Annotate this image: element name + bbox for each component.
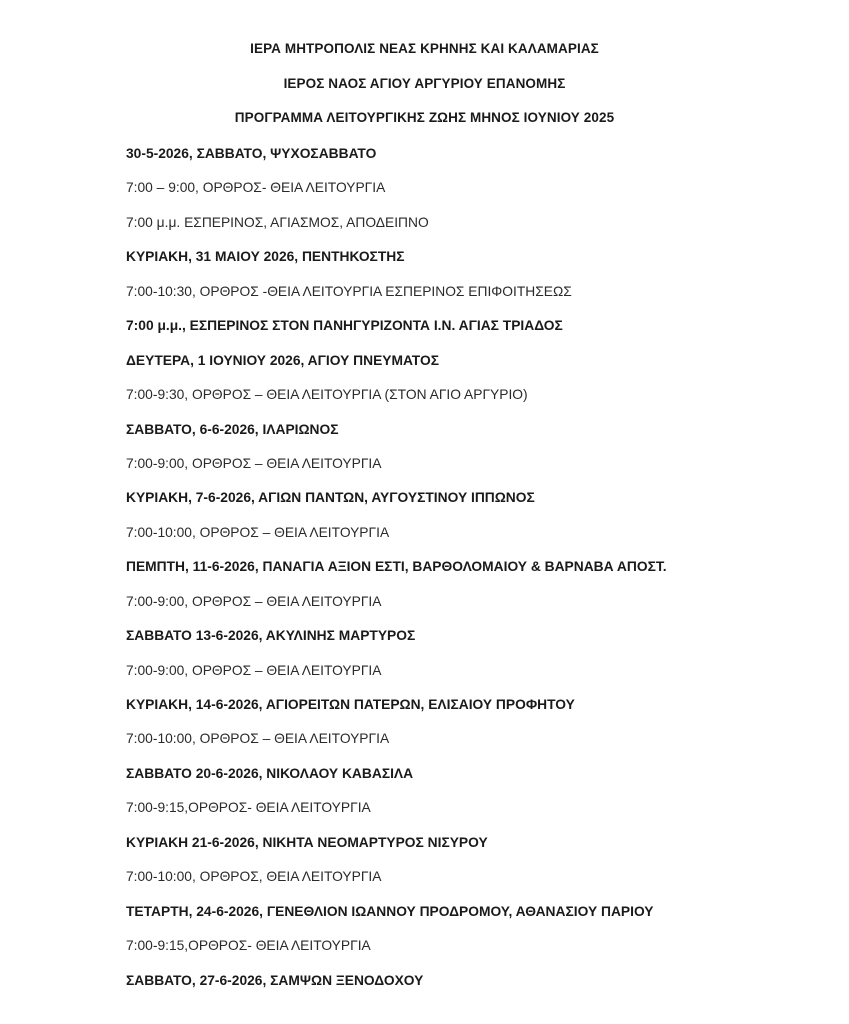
- schedule-service-line: 7:00-9:30, ΟΡΘΡΟΣ – ΘΕΙΑ ΛΕΙΤΟΥΡΓΙΑ (ΣΤΟΝ ΑΓΙΟ ΑΡΓΥΡΙΟ): [126, 387, 528, 403]
- schedule-day-heading: ΚΥΡΙΑΚΗ, 7-6-2026, ΑΓΙΩΝ ΠΑΝΤΩΝ, ΑΥΓΟΥΣΤΙΝΟΥ ΙΠΠΩΝΟΣ: [126, 490, 535, 506]
- program-title: ΠΡΟΓΡΑΜΜΑ ΛΕΙΤΟΥΡΓΙΚΗΣ ΖΩΗΣ ΜΗΝΟΣ ΙΟΥΝΙΟΥ 2025: [234, 110, 615, 125]
- schedule-day-heading: 7:00 μ.μ., ΕΣΠΕΡΙΝΟΣ ΣΤΟΝ ΠΑΝΗΓΥΡΙΖΟΝΤΑ Ι.Ν. ΑΓΙΑΣ ΤΡΙΑΔΟΣ: [126, 318, 563, 334]
- schedule-day-heading: ΣΑΒΒΑΤΟ, 6-6-2026, ΙΛΑΡΙΩΝΟΣ: [126, 421, 339, 437]
- schedule-day-heading: ΤΕΤΑΡΤΗ, 24-6-2026, ΓΕΝΕΘΛΙΟΝ ΙΩΑΝΝΟΥ ΠΡΟΔΡΟΜΟΥ, ΑΘΑΝΑΣΙΟΥ ΠΑΡΙΟΥ: [126, 903, 654, 919]
- church-title: ΙΕΡΟΣ ΝΑΟΣ ΑΓΙΟΥ ΑΡΓΥΡΙΟΥ ΕΠΑΝΟΜΗΣ: [283, 76, 566, 91]
- schedule-service-line: 7:00-10:30, ΟΡΘΡΟΣ -ΘΕΙΑ ΛΕΙΤΟΥΡΓΙΑ ΕΣΠΕΡΙΝΟΣ ΕΠΙΦΟΙΤΗΣΕΩΣ: [126, 283, 572, 299]
- schedule-day-heading: ΣΑΒΒΑΤΟ, 27-6-2026, ΣΑΜΨΩΝ ΞΕΝΟΔΟΧΟΥ: [126, 972, 424, 988]
- schedule-service-line: 7:00-10:00, ΟΡΘΡΟΣ – ΘΕΙΑ ΛΕΙΤΟΥΡΓΙΑ: [126, 731, 390, 747]
- schedule-service-line: 7:00 μ.μ. ΕΣΠΕΡΙΝΟΣ, ΑΓΙΑΣΜΟΣ, ΑΠΟΔΕΙΠΝΟ: [126, 214, 429, 230]
- schedule-day-heading: ΚΥΡΙΑΚΗ 21-6-2026, ΝΙΚΗΤΑ ΝΕΟΜΑΡΤΥΡΟΣ ΝΙΣΥΡΟΥ: [126, 834, 488, 850]
- schedule-day-heading: 30-5-2026, ΣΑΒΒΑΤΟ, ΨΥΧΟΣΑΒΒΑΤΟ: [126, 146, 377, 161]
- schedule-day-heading: ΣΑΒΒΑΤΟ 13-6-2026, ΑΚΥΛΙΝΗΣ ΜΑΡΤΥΡΟΣ: [126, 628, 416, 644]
- schedule-day-heading: ΔΕΥΤΕΡΑ, 1 ΙΟΥΝΙΟΥ 2026, ΑΓΙΟΥ ΠΝΕΥΜΑΤΟΣ: [126, 352, 439, 368]
- schedule-service-line: 7:00-9:00, ΟΡΘΡΟΣ – ΘΕΙΑ ΛΕΙΤΟΥΡΓΙΑ: [126, 455, 382, 471]
- schedule-day-heading: ΠΕΜΠΤΗ, 11-6-2026, ΠΑΝΑΓΙΑ ΑΞΙΟΝ ΕΣΤΙ, ΒΑΡΘΟΛΟΜΑΙΟΥ & ΒΑΡΝΑΒΑ ΑΠΟΣΤ.: [126, 559, 667, 575]
- schedule-service-line: 7:00-10:00, ΟΡΘΡΟΣ – ΘΕΙΑ ΛΕΙΤΟΥΡΓΙΑ: [126, 524, 390, 540]
- schedule-list: [126, 143, 826, 1004]
- schedule-service-line: 7:00-9:15,ΟΡΘΡΟΣ- ΘΕΙΑ ΛΕΙΤΟΥΡΓΙΑ: [126, 800, 371, 816]
- schedule-service-line: 7:00-10:00, ΟΡΘΡΟΣ, ΘΕΙΑ ΛΕΙΤΟΥΡΓΙΑ: [126, 869, 382, 885]
- schedule-day-heading: ΚΥΡΙΑΚΗ, 31 ΜΑΙΟΥ 2026, ΠΕΝΤΗΚΟΣΤΗΣ: [126, 249, 405, 265]
- schedule-service-line: 7:00-9:00, ΟΡΘΡΟΣ – ΘΕΙΑ ΛΕΙΤΟΥΡΓΙΑ: [126, 662, 382, 678]
- metropolis-title: ΙΕΡΑ ΜΗΤΡΟΠΟΛΙΣ ΝΕΑΣ ΚΡΗΝΗΣ ΚΑΙ ΚΑΛΑΜΑΡΙΑΣ: [250, 41, 599, 56]
- schedule-service-line: 7:00 – 9:00, ΟΡΘΡΟΣ- ΘΕΙΑ ΛΕΙΤΟΥΡΓΙΑ: [126, 180, 386, 196]
- schedule-day-heading: ΚΥΡΙΑΚΗ, 14-6-2026, ΑΓΙΟΡΕΙΤΩΝ ΠΑΤΕΡΩΝ, ΕΛΙΣΑΙΟΥ ΠΡΟΦΗΤΟΥ: [126, 697, 575, 712]
- schedule-service-line: 7:00-9:00, ΟΡΘΡΟΣ – ΘΕΙΑ ΛΕΙΤΟΥΡΓΙΑ: [126, 593, 382, 609]
- schedule-service-line: 7:00-9:15,ΟΡΘΡΟΣ- ΘΕΙΑ ΛΕΙΤΟΥΡΓΙΑ: [126, 938, 371, 954]
- schedule-day-heading: ΣΑΒΒΑΤΟ 20-6-2026, ΝΙΚΟΛΑΟΥ ΚΑΒΑΣΙΛΑ: [126, 765, 414, 781]
